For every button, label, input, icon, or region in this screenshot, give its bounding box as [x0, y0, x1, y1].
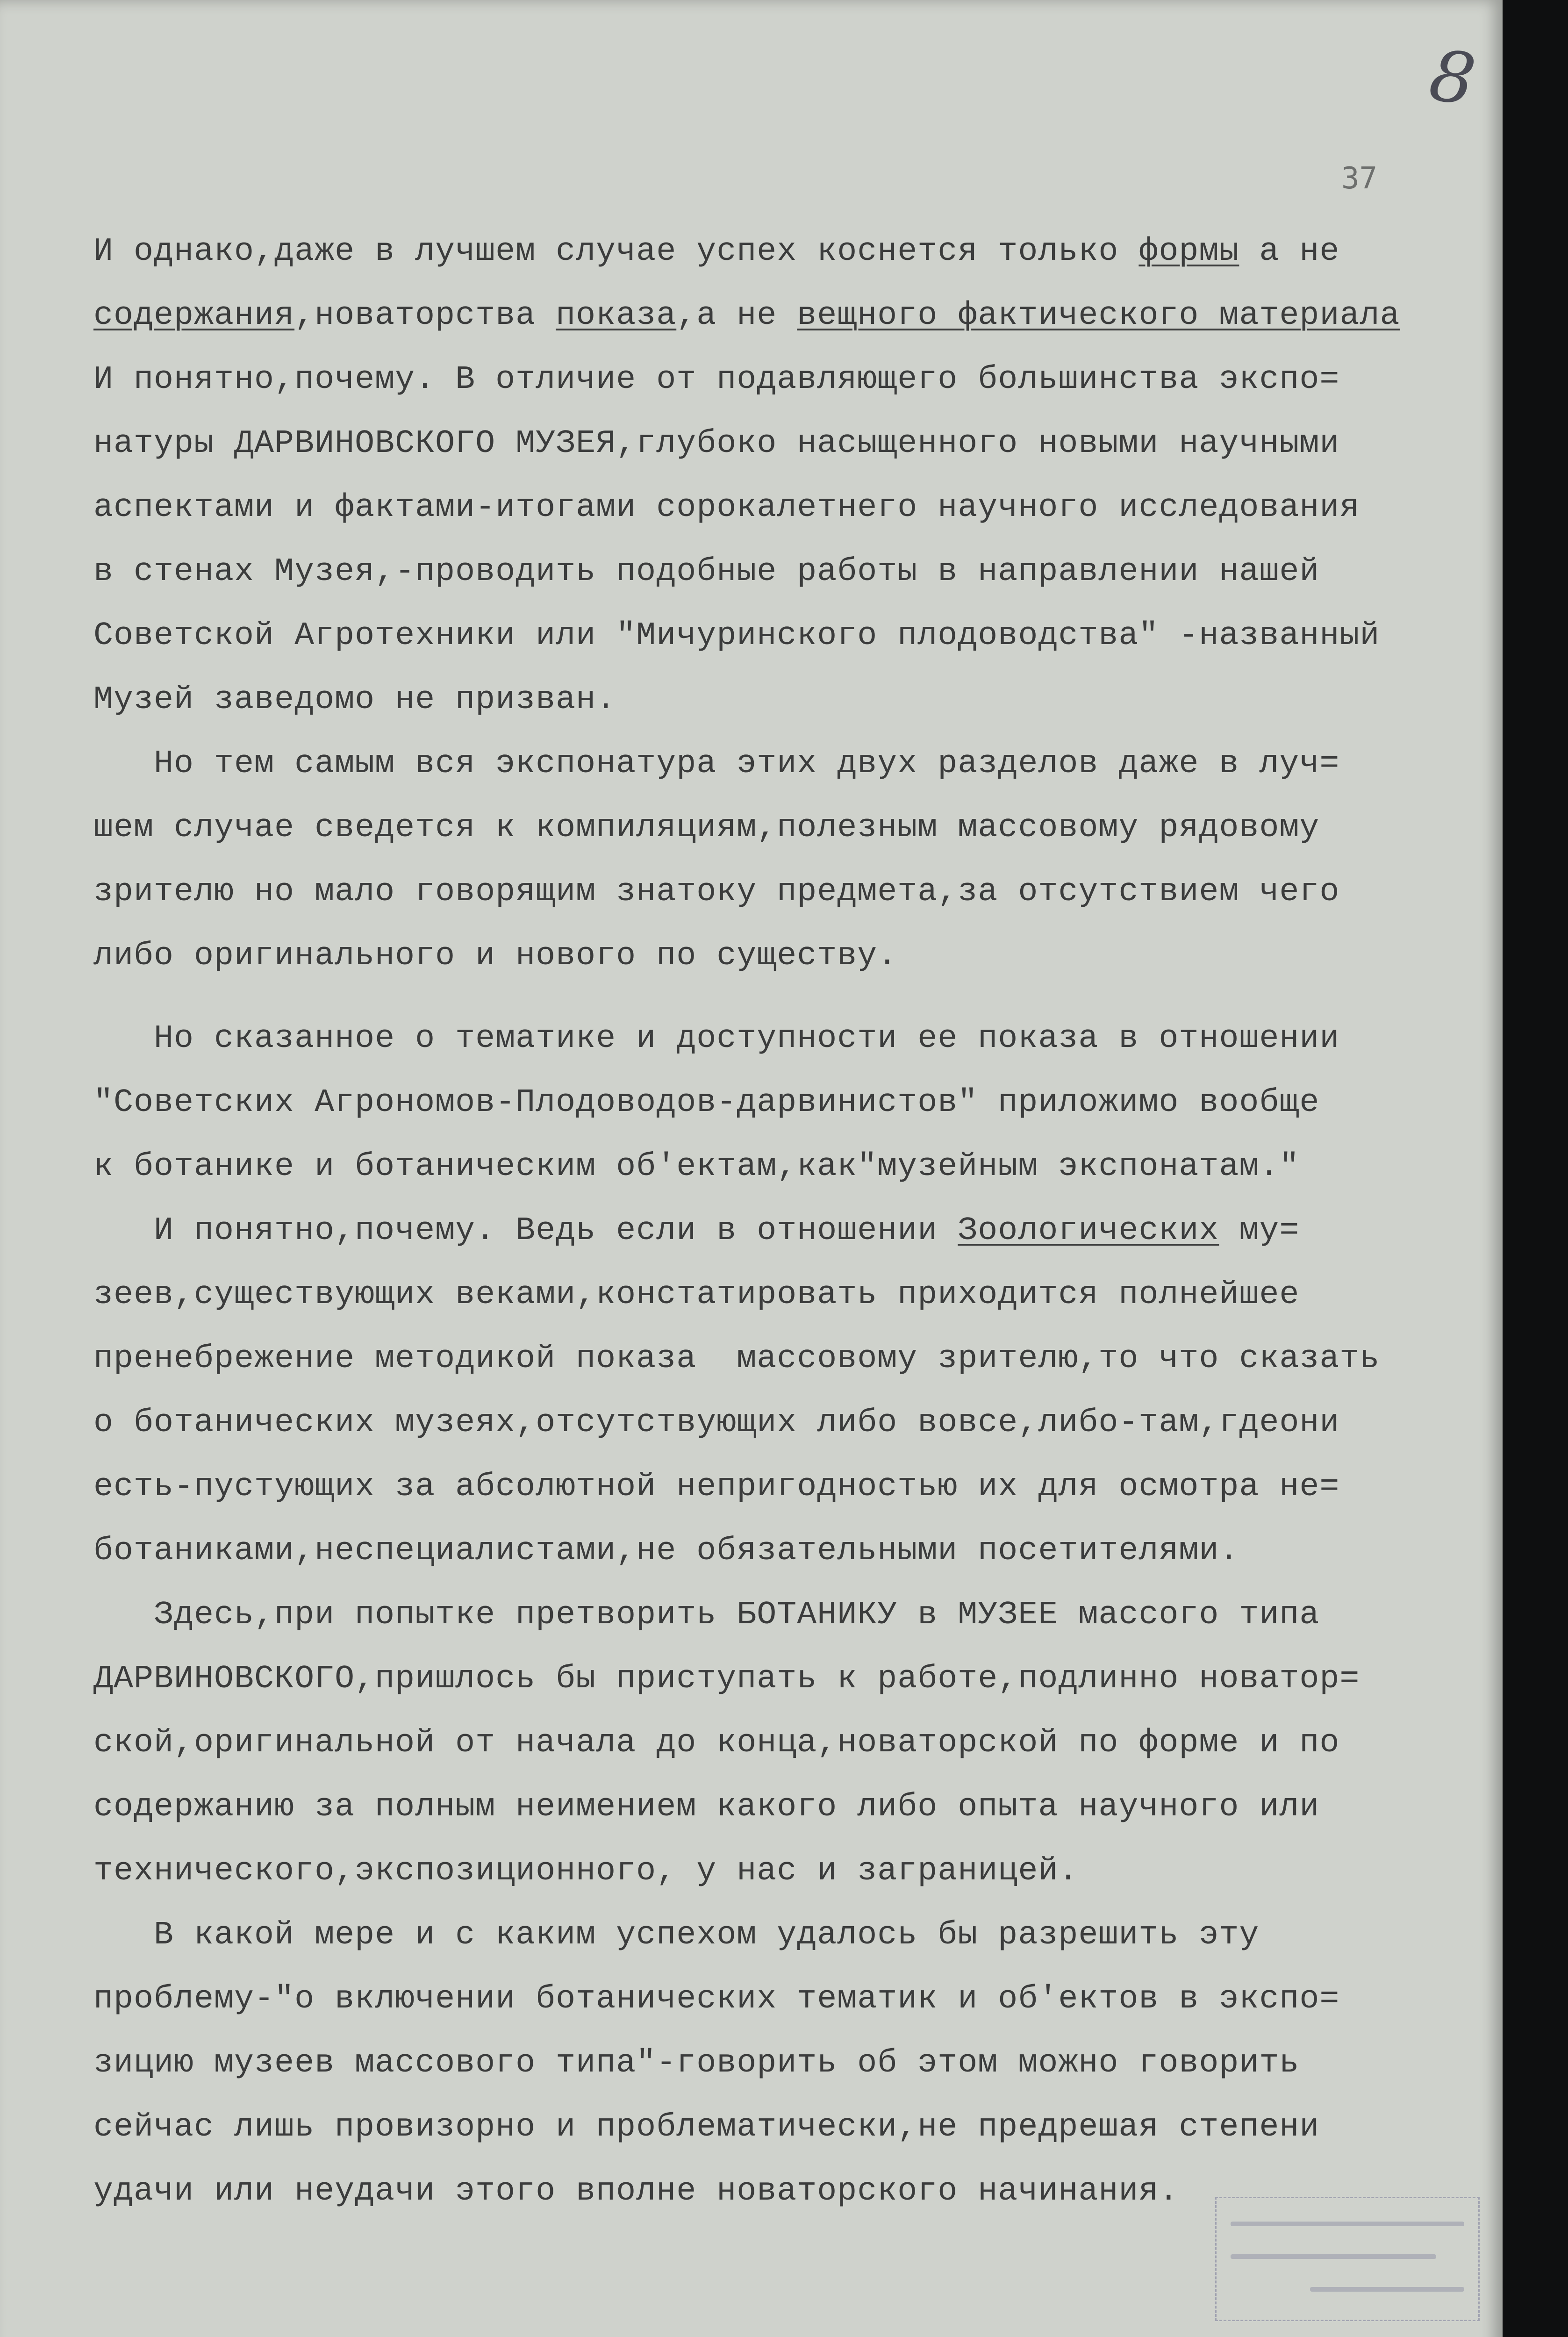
- text-line: [93, 2095, 1486, 2159]
- text-run: удачи или неудачи этого вполне новаторского начинания.: [93, 2173, 1179, 2210]
- text-run: натуры ДАРВИНОВСКОГО МУЗЕЯ,глубоко насыщенного новыми научными: [93, 425, 1340, 462]
- text-run: зрителю но мало говорящим знатоку предмета,за отсутствием чего: [93, 874, 1340, 910]
- underlined-text: формы: [1138, 233, 1239, 270]
- text-run: пренебрежение методикой показа массовому зрителю,то что сказать: [93, 1341, 1380, 1377]
- text-run: зицию музеев массового типа"-говорить об этом можно говорить: [93, 2045, 1300, 2082]
- text-line: [93, 412, 1486, 476]
- paragraph: [93, 732, 1486, 988]
- text-run: шем случае сведется к компиляциям,полезным массовому рядовому: [93, 810, 1320, 846]
- text-line: [93, 1903, 1486, 1967]
- text-line: [93, 1583, 1486, 1647]
- text-line: [93, 1967, 1486, 2031]
- text-run: И однако,даже в лучшем случае успех коснется только: [93, 233, 1139, 270]
- text-run: в стенах Музея,-проводить подобные работы в направлении нашей: [93, 553, 1320, 590]
- underlined-text: содержания: [93, 297, 295, 334]
- text-line: [93, 1775, 1486, 1839]
- underlined-text: показа: [556, 297, 677, 334]
- text-run: Музей заведомо не призван.: [93, 681, 616, 718]
- text-run: сейчас лишь провизорно и проблематически,не предрешая степени: [93, 2109, 1320, 2146]
- paragraph-gap: [93, 988, 1486, 1007]
- text-run: содержанию за полным неимением какого либо опыта научного или: [93, 1789, 1320, 1826]
- paragraph: [93, 1007, 1486, 1199]
- typewritten-body: [93, 220, 1486, 2223]
- text-line: [93, 1263, 1486, 1327]
- text-run: ботаниками,неспециалистами,не обязательными посетителями.: [93, 1533, 1239, 1570]
- text-run: а не: [1239, 233, 1340, 270]
- text-line: [93, 220, 1486, 284]
- text-line: [93, 860, 1486, 924]
- text-run: Но тем самым вся экспонатура этих двух разделов даже в луч=: [93, 746, 1340, 782]
- text-run: технического,экспозиционного, у нас и заграницей.: [93, 1853, 1079, 1890]
- text-run: проблему-"о включении ботанических тематик и об'ектов в экспо=: [93, 1981, 1340, 2018]
- archive-stamp: [1215, 2197, 1480, 2321]
- text-line: [93, 924, 1486, 988]
- text-run: аспектами и фактами-итогами сорокалетнего научного исследования: [93, 489, 1360, 526]
- text-line: [93, 476, 1486, 540]
- text-line: [93, 1327, 1486, 1391]
- text-line: [93, 284, 1486, 348]
- text-line: [93, 668, 1486, 732]
- text-run: Но сказанное о тематике и доступности ее показа в отношении: [93, 1020, 1340, 1057]
- text-line: [93, 1199, 1486, 1263]
- text-line: [93, 540, 1486, 604]
- text-line: [93, 604, 1486, 668]
- text-line: [93, 1007, 1486, 1071]
- paragraph: [93, 1903, 1486, 2223]
- text-line: [93, 796, 1486, 860]
- text-run: Советской Агротехники или "Мичуринского плодоводства" -названный: [93, 617, 1380, 654]
- text-line: [93, 1071, 1486, 1135]
- page-number: 37: [1341, 161, 1378, 196]
- text-run: ,а не: [676, 297, 797, 334]
- folio-mark: 8: [1425, 35, 1481, 122]
- underlined-text: вещного фактического материала: [797, 297, 1400, 334]
- text-line: [93, 1647, 1486, 1711]
- text-line: [93, 1839, 1486, 1903]
- text-run: Здесь,при попытке претворить БОТАНИКУ в МУЗЕЕ массого типа: [93, 1597, 1320, 1634]
- text-run: И понятно,почему. В отличие от подавляющего большинства экспо=: [93, 361, 1340, 398]
- underlined-text: Зоологических: [958, 1212, 1219, 1249]
- text-line: [93, 2031, 1486, 2095]
- text-run: "Советских Агрономов-Плодоводов-дарвинистов" приложимо вообще: [93, 1084, 1320, 1121]
- text-run: ской,оригинальной от начала до конца,новаторской по форме и по: [93, 1725, 1340, 1762]
- text-line: [93, 732, 1486, 796]
- text-run: есть-пустующих за абсолютной непригодностью их для осмотра не=: [93, 1469, 1340, 1505]
- text-line: [93, 348, 1486, 412]
- text-run: му=: [1219, 1212, 1300, 1249]
- paragraph: [93, 220, 1486, 732]
- text-run: либо оригинального и нового по существу.: [93, 938, 898, 975]
- text-line: [93, 1455, 1486, 1519]
- text-run: В какой мере и с каким успехом удалось бы разрешить эту: [93, 1917, 1260, 1954]
- text-run: о ботанических музеях,отсутствующих либо вовсе,либо-там,гдеони: [93, 1405, 1340, 1441]
- text-line: [93, 1391, 1486, 1455]
- text-line: [93, 1135, 1486, 1199]
- paragraph: [93, 1199, 1486, 1583]
- text-line: [93, 1711, 1486, 1775]
- text-run: И понятно,почему. Ведь если в отношении: [93, 1212, 958, 1249]
- paragraph: [93, 1583, 1486, 1903]
- text-line: [93, 1519, 1486, 1583]
- text-run: зеев,существующих веками,констатировать приходится полнейшее: [93, 1276, 1300, 1313]
- text-run: к ботанике и ботаническим об'ектам,как"музейным экспонатам.": [93, 1148, 1300, 1185]
- text-run: ,новаторства: [294, 297, 556, 334]
- text-run: ДАРВИНОВСКОГО,пришлось бы приступать к работе,подлинно новатор=: [93, 1661, 1360, 1698]
